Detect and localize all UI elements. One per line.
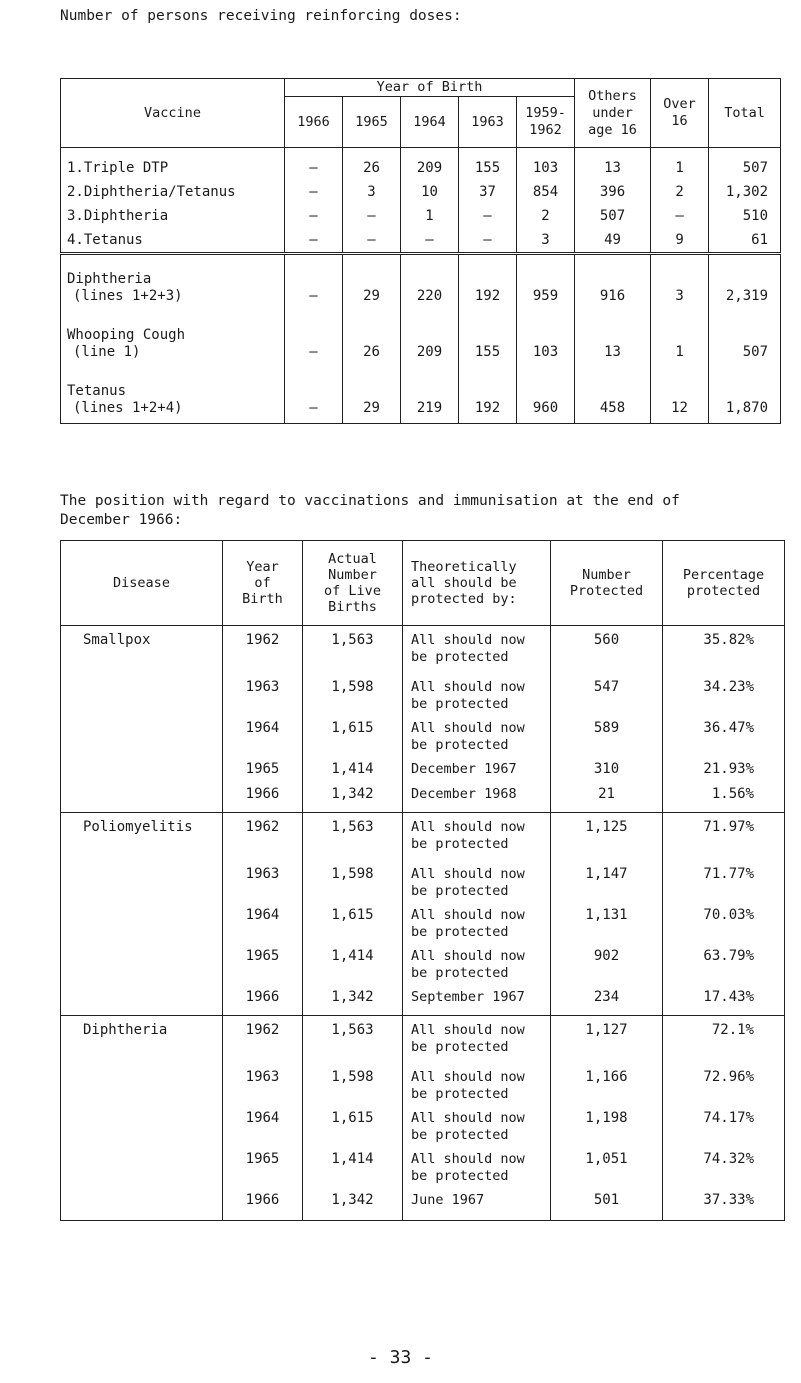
number-cell: 547: [551, 679, 663, 720]
protected-by-cell: All should now be protected: [403, 1110, 551, 1151]
protected-by-cell: December 1967: [403, 761, 551, 786]
table-cell: 854: [517, 180, 575, 204]
summary-label-line2: (lines 1+2+4): [73, 400, 183, 416]
table-row: [61, 1069, 785, 1110]
protected-by-cell: All should now be protected: [403, 907, 551, 948]
protected-by-cell: June 1967: [403, 1192, 551, 1221]
percentage-cell: 34.23%: [663, 679, 785, 720]
percentage-cell: 71.77%: [663, 866, 785, 907]
protected-by-cell: All should now be protected: [403, 813, 551, 867]
table-cell: 29: [343, 254, 401, 312]
year-cell: 1964: [223, 1110, 303, 1151]
number-cell: 501: [551, 1192, 663, 1221]
number-cell: 589: [551, 720, 663, 761]
heading-position-line2: December 1966:: [60, 512, 183, 528]
table-cell: –: [401, 228, 459, 254]
summary-label: [61, 311, 285, 367]
protected-by-cell: All should now be protected: [403, 679, 551, 720]
table-row: [61, 720, 785, 761]
number-cell: 1,051: [551, 1151, 663, 1192]
year-cell: 1962: [223, 813, 303, 867]
percentage-cell: 21.93%: [663, 761, 785, 786]
protected-by-cell: All should now be protected: [403, 1069, 551, 1110]
disease-label: Diphtheria: [61, 1016, 223, 1070]
table-cell: 10: [401, 180, 459, 204]
disease-label: [61, 761, 223, 786]
table-cell: 3: [343, 180, 401, 204]
percentage-cell: 74.32%: [663, 1151, 785, 1192]
table-cell: 103: [517, 148, 575, 181]
year-cell: 1966: [223, 1192, 303, 1221]
number-cell: 310: [551, 761, 663, 786]
births-cell: 1,563: [303, 626, 403, 680]
percentage-cell: 72.1%: [663, 1016, 785, 1070]
vaccine-label: 3.Diphtheria: [61, 204, 285, 228]
table-cell: 3: [517, 228, 575, 254]
year-cell: 1966: [223, 989, 303, 1016]
year-cell: 1963: [223, 866, 303, 907]
table-cell: 507: [709, 148, 781, 181]
protected-by-cell: All should now be protected: [403, 1016, 551, 1070]
year-cell: 1965: [223, 948, 303, 989]
births-cell: 1,414: [303, 761, 403, 786]
header-actual: Actual Number of Live Births: [303, 541, 403, 626]
table-cell: 29: [343, 367, 401, 424]
header-vaccine: Vaccine: [61, 79, 285, 148]
births-cell: 1,598: [303, 866, 403, 907]
births-cell: 1,615: [303, 720, 403, 761]
table-cell: 13: [575, 148, 651, 181]
summary-row: [61, 311, 781, 367]
reinforcing-doses-table: [60, 78, 781, 424]
header-year: Year of Birth: [223, 541, 303, 626]
number-cell: 1,127: [551, 1016, 663, 1070]
heading-reinforcing-doses: Number of persons receiving reinforcing doses:: [60, 8, 462, 24]
summary-row: [61, 254, 781, 312]
table-cell: 507: [575, 204, 651, 228]
percentage-cell: 72.96%: [663, 1069, 785, 1110]
percentage-cell: 36.47%: [663, 720, 785, 761]
table-cell: –: [285, 254, 343, 312]
summary-row: [61, 367, 781, 424]
number-cell: 1,147: [551, 866, 663, 907]
table-cell: 9: [651, 228, 709, 254]
year-cell: 1962: [223, 626, 303, 680]
header-others: Others under age 16: [575, 79, 651, 148]
table-cell: –: [343, 204, 401, 228]
header-year-1: 1965: [343, 97, 401, 148]
percentage-cell: 74.17%: [663, 1110, 785, 1151]
table-row: [61, 1016, 785, 1070]
table-cell: 507: [709, 311, 781, 367]
births-cell: 1,615: [303, 907, 403, 948]
births-cell: 1,615: [303, 1110, 403, 1151]
percentage-cell: 70.03%: [663, 907, 785, 948]
table-cell: 960: [517, 367, 575, 424]
births-cell: 1,414: [303, 948, 403, 989]
disease-label: [61, 679, 223, 720]
protected-by-cell: September 1967: [403, 989, 551, 1016]
disease-label: [61, 866, 223, 907]
number-cell: 1,125: [551, 813, 663, 867]
table-row: [61, 866, 785, 907]
header-over16: Over 16: [651, 79, 709, 148]
table-cell: 1: [651, 311, 709, 367]
table-cell: –: [343, 228, 401, 254]
summary-label-line1: Tetanus: [67, 383, 127, 399]
table-row: [61, 813, 785, 867]
births-cell: 1,563: [303, 1016, 403, 1070]
table-cell: 155: [459, 148, 517, 181]
number-cell: 21: [551, 786, 663, 813]
table-row: [61, 1192, 785, 1221]
disease-label: [61, 1192, 223, 1221]
table-cell: –: [459, 228, 517, 254]
disease-label: Poliomyelitis: [61, 813, 223, 867]
table-cell: 510: [709, 204, 781, 228]
table-row: [61, 948, 785, 989]
disease-label: [61, 907, 223, 948]
table-cell: –: [285, 367, 343, 424]
table-cell: 61: [709, 228, 781, 254]
table-row: [61, 626, 785, 680]
table-row: [61, 204, 781, 228]
disease-label: [61, 1151, 223, 1192]
number-cell: 560: [551, 626, 663, 680]
protected-by-cell: All should now be protected: [403, 1151, 551, 1192]
table-cell: –: [459, 204, 517, 228]
percentage-cell: 63.79%: [663, 948, 785, 989]
summary-label-line1: Whooping Cough: [67, 327, 186, 343]
summary-label-line2: (line 1): [73, 344, 141, 360]
year-cell: 1962: [223, 1016, 303, 1070]
header-percentage: Percentage protected: [663, 541, 785, 626]
table-cell: 458: [575, 367, 651, 424]
number-cell: 1,166: [551, 1069, 663, 1110]
year-cell: 1966: [223, 786, 303, 813]
percentage-cell: 17.43%: [663, 989, 785, 1016]
table-cell: 916: [575, 254, 651, 312]
header-year-0: 1966: [285, 97, 343, 148]
table-cell: 12: [651, 367, 709, 424]
disease-label: [61, 1110, 223, 1151]
summary-label-line2: (lines 1+2+3): [73, 288, 183, 304]
table-cell: 2: [517, 204, 575, 228]
number-cell: 234: [551, 989, 663, 1016]
table-cell: 49: [575, 228, 651, 254]
table-row: [61, 180, 781, 204]
disease-label: [61, 786, 223, 813]
table-row: [61, 148, 781, 181]
page-number: - 33 -: [367, 1347, 434, 1368]
disease-label: Smallpox: [61, 626, 223, 680]
header-year-3: 1963: [459, 97, 517, 148]
births-cell: 1,342: [303, 1192, 403, 1221]
percentage-cell: 71.97%: [663, 813, 785, 867]
number-cell: 902: [551, 948, 663, 989]
births-cell: 1,342: [303, 786, 403, 813]
protected-by-cell: All should now be protected: [403, 948, 551, 989]
table-cell: –: [651, 204, 709, 228]
protected-by-cell: All should now be protected: [403, 720, 551, 761]
table-cell: 26: [343, 148, 401, 181]
table-cell: –: [285, 148, 343, 181]
header-total: Total: [709, 79, 781, 148]
year-cell: 1965: [223, 1151, 303, 1192]
table-cell: 37: [459, 180, 517, 204]
table-cell: 103: [517, 311, 575, 367]
table-cell: 155: [459, 311, 517, 367]
disease-label: [61, 1069, 223, 1110]
table-cell: 220: [401, 254, 459, 312]
table-row: [61, 228, 781, 254]
header-year-2: 1964: [401, 97, 459, 148]
table-row: [61, 786, 785, 813]
table-cell: –: [285, 180, 343, 204]
number-cell: 1,131: [551, 907, 663, 948]
protected-by-cell: All should now be protected: [403, 626, 551, 680]
table-cell: 1: [401, 204, 459, 228]
table-cell: 396: [575, 180, 651, 204]
summary-label: [61, 367, 285, 424]
header-theoretical: Theoretically all should be protected by:: [403, 541, 551, 626]
number-cell: 1,198: [551, 1110, 663, 1151]
table-cell: 1: [651, 148, 709, 181]
births-cell: 1,414: [303, 1151, 403, 1192]
header-number: Number Protected: [551, 541, 663, 626]
year-cell: 1965: [223, 761, 303, 786]
births-cell: 1,563: [303, 813, 403, 867]
table-cell: –: [285, 311, 343, 367]
table-row: [61, 907, 785, 948]
table-cell: 2: [651, 180, 709, 204]
table-cell: 192: [459, 254, 517, 312]
protected-by-cell: All should now be protected: [403, 866, 551, 907]
header-year-of-birth: Year of Birth: [285, 79, 575, 97]
births-cell: 1,598: [303, 679, 403, 720]
table-cell: 13: [575, 311, 651, 367]
disease-label: [61, 720, 223, 761]
table-cell: 219: [401, 367, 459, 424]
percentage-cell: 1.56%: [663, 786, 785, 813]
table-cell: 1,870: [709, 367, 781, 424]
year-cell: 1964: [223, 907, 303, 948]
disease-label: [61, 989, 223, 1016]
header-year-4: 1959- 1962: [517, 97, 575, 148]
vaccine-label: 4.Tetanus: [61, 228, 285, 254]
table-row: [61, 989, 785, 1016]
year-cell: 1963: [223, 1069, 303, 1110]
disease-label: [61, 948, 223, 989]
vaccine-label: 1.Triple DTP: [61, 148, 285, 181]
table-cell: 1,302: [709, 180, 781, 204]
percentage-cell: 35.82%: [663, 626, 785, 680]
table-cell: 209: [401, 148, 459, 181]
table-cell: 2,319: [709, 254, 781, 312]
header-disease: Disease: [61, 541, 223, 626]
year-cell: 1963: [223, 679, 303, 720]
table-cell: 3: [651, 254, 709, 312]
year-cell: 1964: [223, 720, 303, 761]
table-cell: –: [285, 228, 343, 254]
percentage-cell: 37.33%: [663, 1192, 785, 1221]
table-cell: 209: [401, 311, 459, 367]
table-row: [61, 1151, 785, 1192]
heading-position-line1: The position with regard to vaccinations and immunisation at the end of: [60, 493, 680, 509]
protected-by-cell: December 1968: [403, 786, 551, 813]
births-cell: 1,598: [303, 1069, 403, 1110]
table-row: [61, 679, 785, 720]
table-row: [61, 1110, 785, 1151]
summary-label: [61, 254, 285, 312]
summary-label-line1: Diphtheria: [67, 271, 152, 287]
table-cell: 192: [459, 367, 517, 424]
table-cell: –: [285, 204, 343, 228]
births-cell: 1,342: [303, 989, 403, 1016]
vaccine-label: 2.Diphtheria/Tetanus: [61, 180, 285, 204]
table-cell: 959: [517, 254, 575, 312]
table-row: [61, 761, 785, 786]
immunisation-position-table: [60, 540, 785, 1221]
table-cell: 26: [343, 311, 401, 367]
